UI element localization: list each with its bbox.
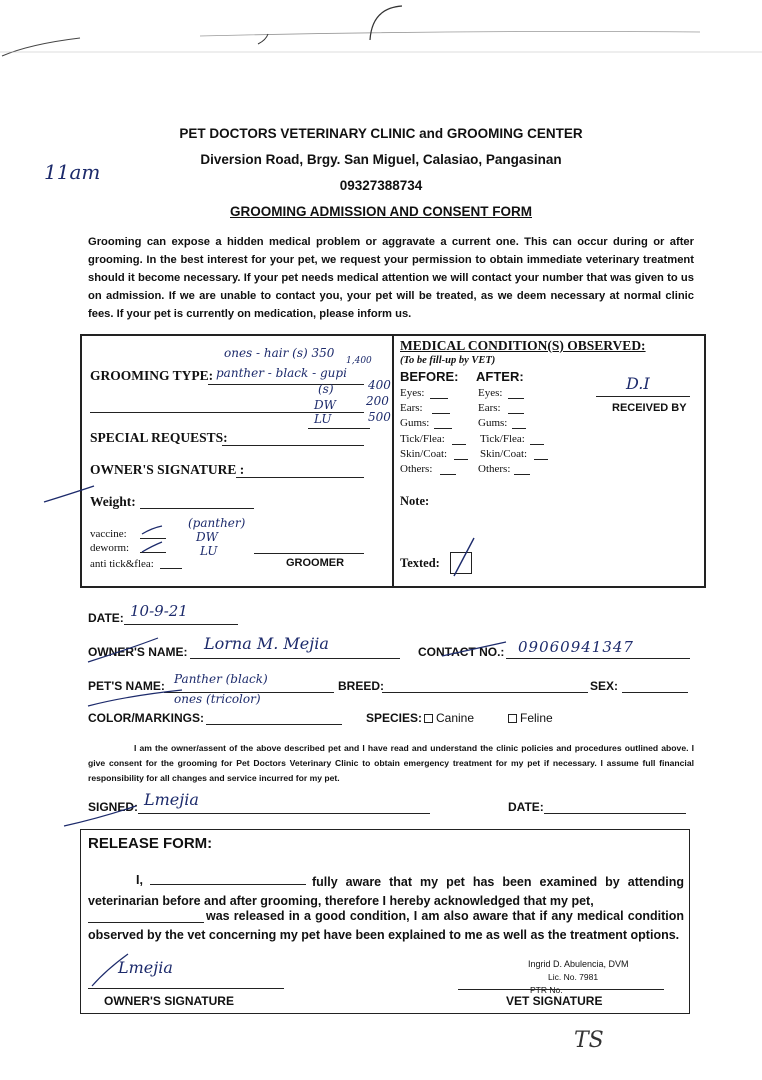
received-by-value: D.I (626, 374, 650, 393)
release-text-3: was released in a good condition, I am also aware that if any medical condition observed by the vet concerning my pet have been explained to me as well as the treatment options. (88, 909, 684, 942)
canine-label: Canine (436, 711, 475, 725)
owner-signature-label: OWNER'S SIGNATURE : (90, 462, 245, 477)
scan-marks (0, 0, 762, 70)
vaccine-check-marks (138, 520, 178, 556)
vet-stamp-ptr: PTR No. (530, 985, 563, 995)
before-line (440, 474, 456, 475)
signed-strike (60, 800, 140, 830)
deworm-label: deworm: (90, 542, 130, 554)
before-label: BEFORE: (400, 369, 459, 384)
special-requests-line (222, 445, 364, 446)
margin-time-note: 11am (44, 160, 101, 184)
received-by-label: RECEIVED BY (612, 402, 687, 414)
clinic-address: Diversion Road, Brgy. San Miguel, Calasiao, Pangasinan (200, 152, 562, 167)
owner-name-line (190, 658, 400, 659)
vaccine-label: vaccine: (90, 528, 127, 540)
release-text-1: I, (136, 873, 143, 887)
contact-label: CONTACT NO.: (418, 645, 505, 659)
before-line (454, 459, 468, 460)
signed-date-label: DATE: (508, 800, 544, 814)
texted-label: Texted: (400, 556, 440, 570)
after-line (534, 459, 548, 460)
after-item: Gums: (478, 417, 508, 429)
breed-line (382, 692, 588, 693)
date-value: 10-9-21 (130, 602, 188, 620)
note-label: Note: (400, 494, 430, 508)
antitick-line (160, 568, 182, 569)
release-title: RELEASE FORM: (88, 835, 213, 852)
after-item: Others: (478, 463, 511, 475)
grooming-type-value: panther - black - gupi (216, 366, 347, 380)
after-item: Eyes: (478, 387, 503, 399)
color-label: COLOR/MARKINGS: (88, 711, 204, 725)
contact-line (506, 658, 690, 659)
owner-strike (86, 636, 166, 666)
release-owner-line (88, 988, 284, 989)
received-by-line (596, 396, 690, 397)
texted-check-mark (446, 534, 476, 580)
pet-note-3: LU (200, 544, 218, 558)
sex-line (622, 692, 688, 693)
date-label: DATE: (88, 611, 124, 625)
contact-value: 09060941347 (518, 638, 634, 656)
medical-title: MEDICAL CONDITION(S) OBSERVED: (400, 338, 646, 353)
owner-statement: I am the owner/assent of the above described pet and I have read and understand the clinic policies and procedures outlined above. I give consent for the grooming for Pet Doctors Veterinary Clinic to obtain emergency treatment for my pet if necessary. I assume full financial responsibility for all changes and service incurred for my pet. (88, 743, 694, 783)
owner-name-label: OWNER'S NAME: (88, 645, 188, 659)
price-3: 500 (368, 410, 391, 424)
grooming-note-1: ones - hair (s) 350 (224, 346, 335, 360)
pet-note-1: (panther) (188, 516, 246, 530)
release-vet-line (458, 989, 664, 990)
before-item: Eyes: (400, 387, 425, 399)
feline-checkbox[interactable] (508, 714, 517, 723)
after-line (514, 474, 530, 475)
sex-label: SEX: (590, 679, 619, 693)
after-line (508, 398, 524, 399)
before-item: Tick/Flea: (400, 433, 445, 445)
before-line (434, 428, 452, 429)
release-vet-label: VET SIGNATURE (506, 994, 603, 1008)
release-owner-signature: Lmejia (118, 958, 173, 977)
before-item: Others: (400, 463, 433, 475)
after-line (530, 444, 544, 445)
date-line (124, 624, 238, 625)
weight-label: Weight: (90, 494, 136, 509)
clinic-name: PET DOCTORS VETERINARY CLINIC and GROOMING CENTER (179, 126, 583, 141)
owner-name-value: Lorna M. Mejia (204, 634, 329, 653)
groomer-line (254, 553, 364, 554)
antitick-label: anti tick&flea: (90, 558, 154, 570)
vet-stamp-lic: Lic. No. 7981 (548, 972, 599, 982)
price-total-line (308, 428, 370, 429)
pets-name-value-1: Panther (black) (174, 672, 268, 686)
release-signature-stroke (88, 950, 138, 990)
groomer-label: GROOMER (286, 557, 345, 569)
after-item: Ears: (478, 402, 501, 414)
before-line (452, 444, 466, 445)
bottom-initials: TS (574, 1028, 604, 1053)
price-2: 200 (366, 394, 389, 408)
color-line (206, 724, 342, 725)
vet-stamp-name: Ingrid D. Abulencia, DVM (528, 959, 629, 969)
pets-name-label: PET'S NAME: (88, 679, 165, 693)
price-4: 1,400 (346, 356, 372, 366)
before-line (432, 413, 450, 414)
grooming-type-label: GROOMING TYPE: (90, 368, 214, 383)
breed-label: BREED: (338, 679, 385, 693)
consent-intro: Grooming can expose a hidden medical problem or aggravate a current one. This can occur during or after grooming. In the best interest for your pet, we request your permission to obtain immediate veterinary treatment should it become necessary. If your pet needs medical attention we will contact your number that was given to us on admission. If we are unable to contact you, your pet will be treated, as we deem necessary at normal clinic fees. If your pet is currently on medication, please inform us. (88, 236, 694, 320)
signed-label: SIGNED: (88, 800, 139, 814)
feline-label: Feline (520, 711, 553, 725)
form-title: GROOMING ADMISSION AND CONSENT FORM (230, 204, 532, 219)
signed-date-line (544, 813, 686, 814)
pets-strike (86, 686, 186, 712)
grooming-type-line (208, 384, 364, 385)
clinic-phone: 09327388734 (339, 178, 423, 193)
after-label: AFTER: (476, 369, 524, 384)
after-item: Tick/Flea: (480, 433, 525, 445)
species-label: SPECIES: (366, 711, 423, 725)
grooming-note-2: (s) (318, 382, 334, 396)
before-item: Ears: (400, 402, 423, 414)
release-text-2: fully aware that my pet has been examined by attending veterinarian before and after grooming, therefore I hereby acknowledged that my pet, (88, 875, 684, 908)
after-line (512, 428, 526, 429)
weight-line (140, 508, 254, 509)
special-requests-label: SPECIAL REQUESTS: (90, 430, 228, 445)
owner-signature-line (236, 477, 364, 478)
contact-strike (440, 640, 510, 660)
after-line (508, 413, 524, 414)
canine-checkbox[interactable] (424, 714, 433, 723)
before-item: Skin/Coat: (400, 448, 448, 460)
pets-name-value-2: ones (tricolor) (174, 692, 261, 706)
grooming-note-4: LU (314, 412, 332, 426)
price-1: 400 (368, 378, 391, 392)
signed-line (138, 813, 430, 814)
box-divider (392, 334, 394, 586)
pet-note-2: DW (196, 530, 218, 544)
grooming-note-3: DW (314, 398, 336, 412)
release-owner-label: OWNER'S SIGNATURE (104, 994, 234, 1008)
before-item: Gums: (400, 417, 430, 429)
medical-subtitle: (To be fill-up by VET) (400, 355, 496, 366)
before-line (430, 398, 448, 399)
signed-value: Lmejia (144, 790, 199, 809)
after-item: Skin/Coat: (480, 448, 528, 460)
